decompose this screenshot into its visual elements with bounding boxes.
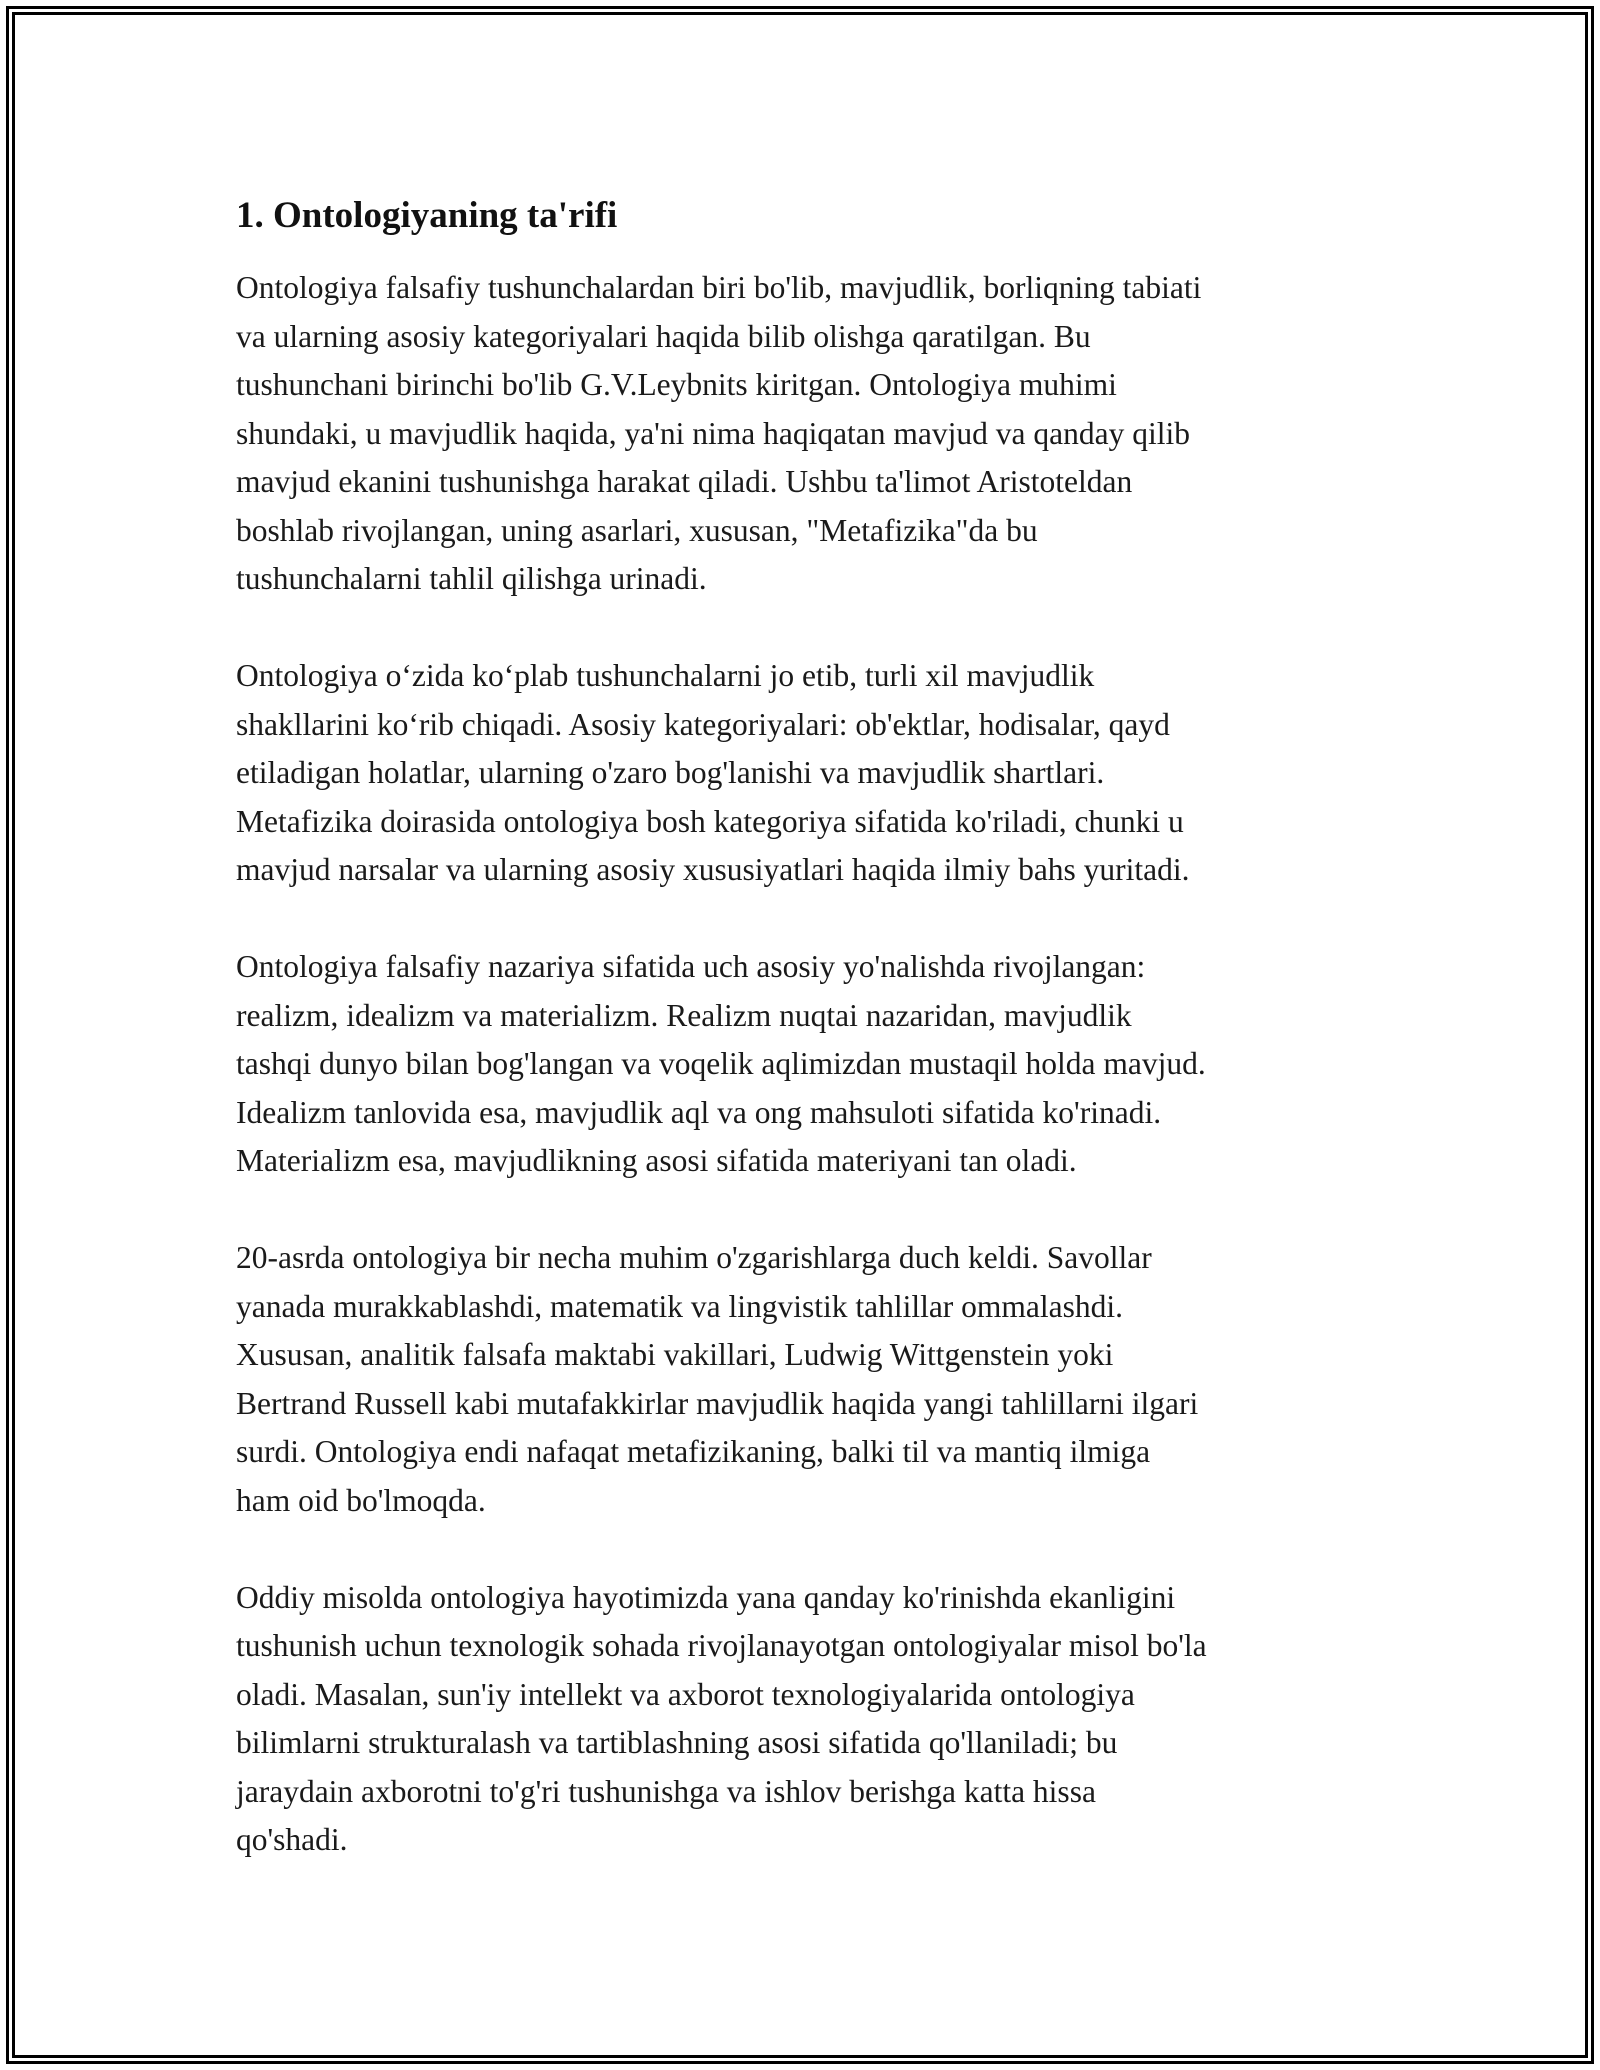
paragraph: [236, 652, 1386, 895]
text-line: Ontologiya falsafiy nazariya sifatida uch asosiy yo'nalishda rivojlangan:: [236, 949, 1146, 984]
text-line: Metafizika doirasida ontologiya bosh kategoriya sifatida ko'riladi, chunki u: [236, 803, 1184, 839]
text-line: va ularning asosiy kategoriyalari haqida bilib olishga qaratilgan. Bu: [236, 318, 1091, 354]
text-line: etiladigan holatlar, ularning o'zaro bog'lanishi va mavjudlik shartlari.: [236, 755, 1105, 790]
text-line: Idealizm tanlovida esa, mavjudlik aql va ong mahsuloti sifatida ko'rinadi.: [236, 1094, 1162, 1130]
text-line: tushunish uchun texnologik sohada rivojlanayotgan ontologiyalar misol bo'la: [236, 1628, 1207, 1663]
text-line: Ontologiya falsafiy tushunchalardan biri bo'lib, mavjudlik, borliqning tabiati: [236, 270, 1202, 305]
text-line: surdi. Ontologiya endi nafaqat metafizikaning, balki til va mantiq ilmiga: [236, 1434, 1151, 1469]
paragraph: [236, 1574, 1386, 1865]
text-line: oladi. Masalan, sun'iy intellekt va axborot texnologiyalarida ontologiya: [236, 1676, 1135, 1712]
text-line: tushunchalarni tahlil qilishga urinadi.: [236, 561, 707, 596]
text-line: shundaki, u mavjudlik haqida, ya'ni nima haqiqatan mavjud va qanday qilib: [236, 415, 1190, 451]
text-line: yanada murakkablashdi, matematik va lingvistik tahlillar ommalashdi.: [236, 1288, 1124, 1324]
text-line: Oddiy misolda ontologiya hayotimizda yana qanday ko'rinishda ekanligini: [236, 1579, 1176, 1615]
text-line: tashqi dunyo bilan bog'langan va voqelik aqlimizdan mustaqil holda mavjud.: [236, 1046, 1206, 1081]
text-line: 20-asrda ontologiya bir necha muhim o'zgarishlarga duch keldi. Savollar: [236, 1240, 1152, 1275]
text-line: Xususan, analitik falsafa maktabi vakillari, Ludwig Wittgenstein yoki: [236, 1337, 1114, 1372]
text-line: boshlab rivojlangan, uning asarlari, xususan, "Metafizika"da bu: [236, 512, 1038, 548]
section-heading: 1. Ontologiyaning ta'rifi: [236, 195, 618, 236]
text-line: mavjud ekanini tushunishga harakat qiladi. Ushbu ta'limot Aristoteldan: [236, 464, 1133, 499]
text-line: jaraydain axborotni to'g'ri tushunishga va ishlov berishga katta hissa: [236, 1773, 1096, 1809]
text-line: mavjud narsalar va ularning asosiy xususiyatlari haqida ilmiy bahs yuritadi.: [236, 852, 1190, 887]
text-line: ham oid bo'lmoqda.: [236, 1482, 486, 1518]
text-line: realizm, idealizm va materializm. Realizm nuqtai nazaridan, mavjudlik: [236, 997, 1132, 1033]
text-line: Materializm esa, mavjudlikning asosi sifatida materiyani tan oladi.: [236, 1143, 1077, 1178]
paragraph: [236, 264, 1386, 604]
text-line: Bertrand Russell kabi mutafakkirlar mavjudlik haqida yangi tahlillarni ilgari: [236, 1385, 1199, 1421]
text-line: bilimlarni strukturalash va tartiblashning asosi sifatida qo'llaniladi; bu: [236, 1725, 1118, 1760]
document-body: [236, 188, 1386, 1913]
paragraph: [236, 943, 1386, 1186]
text-line: shakllarini ko‘rib chiqadi. Asosiy kategoriyalari: ob'ektlar, hodisalar, qayd: [236, 706, 1170, 742]
text-line: Ontologiya o‘zida ko‘plab tushunchalarni jo etib, turli xil mavjudlik: [236, 658, 1095, 693]
text-line: qo'shadi.: [236, 1822, 348, 1857]
text-line: tushunchani birinchi bo'lib G.V.Leybnits kiritgan. Ontologiya muhimi: [236, 367, 1117, 402]
paragraph: [236, 1234, 1386, 1525]
